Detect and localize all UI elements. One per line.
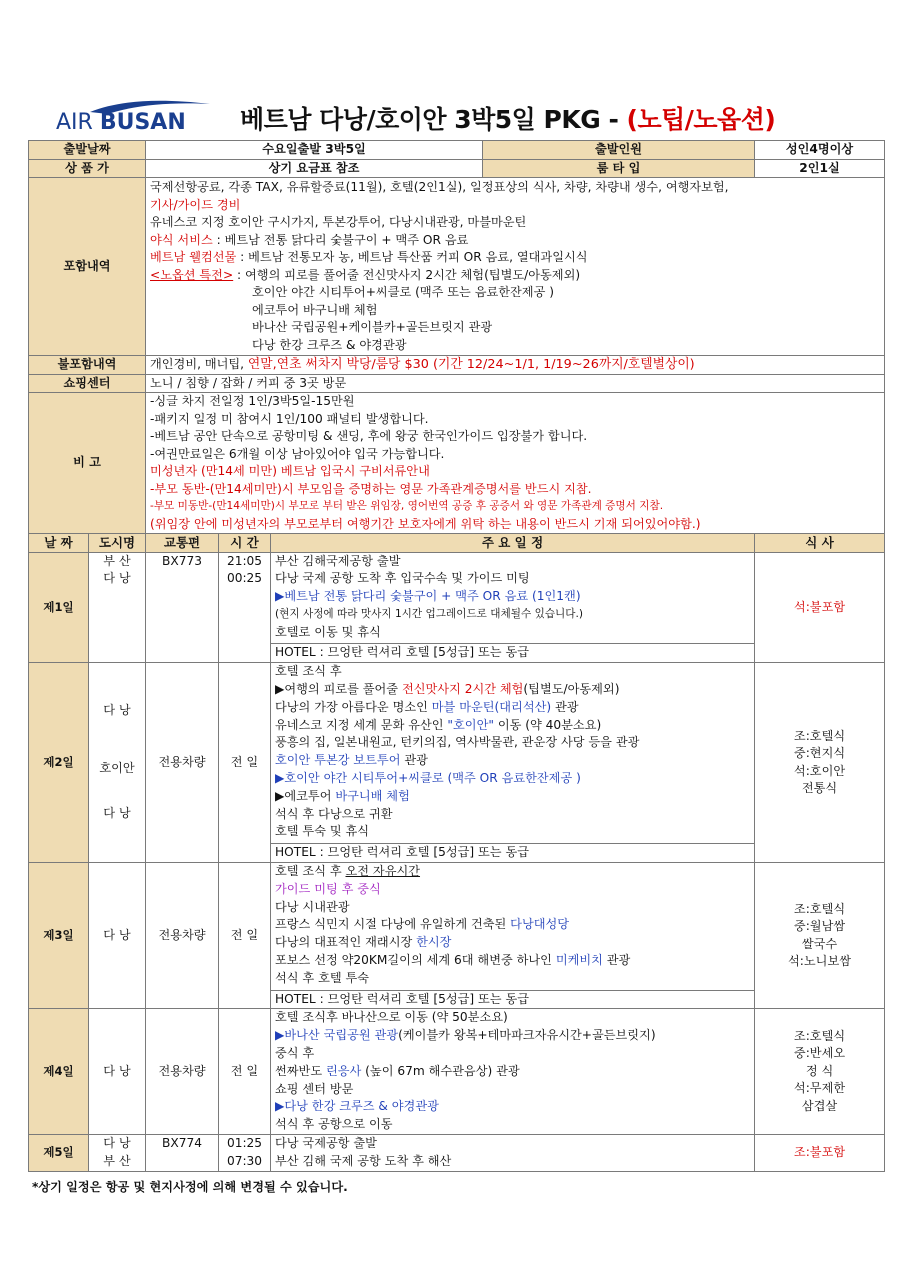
included-line: 바나산 국립공원+케이블카+골든브릿지 관광 — [252, 320, 493, 334]
day-label: 제5일 — [29, 1135, 89, 1172]
massage-highlight: 전신맛사지 2시간 체험 — [401, 682, 524, 697]
included-label: 포함내역 — [29, 178, 146, 356]
header-itinerary: 주 요 일 정 — [271, 534, 755, 553]
my-khe-highlight: 미케비치 — [555, 953, 603, 968]
city-name: 호이안 — [99, 760, 135, 775]
day-time — [219, 1135, 271, 1172]
itinerary-line: 다낭 시내관광 — [275, 899, 350, 914]
text-segment: 유네스코 지정 세계 문화 유산인 — [275, 717, 448, 732]
day-meal — [755, 863, 885, 1009]
day-transport: 전용차량 — [146, 663, 219, 863]
day-itinerary — [271, 552, 755, 663]
remark-line: -부모 동반-(만14세미만)시 부모임을 증명하는 영문 가족관계증명서를 반드시 지참. — [150, 481, 592, 496]
excluded-content — [146, 356, 885, 375]
header-meal: 식 사 — [755, 534, 885, 553]
package-table — [28, 140, 885, 1172]
text-segment: 다낭의 대표적인 재래시장 — [275, 935, 417, 950]
page-title — [240, 100, 775, 136]
surcharge-text: 연말,연초 써차지 박당/룸당 $30 (기간 12/24~1/1, 1/19~26까지/호텔별상이) — [247, 357, 695, 372]
remark-line: -베트남 공안 단속으로 공항미팅 & 샌딩, 후에 왕궁 한국인가이드 입장불가 합니다. — [150, 429, 588, 443]
remark-line: 미성년자 (만14세 미만) 베트남 입국시 구비서류안내 — [150, 464, 430, 478]
day-time — [219, 552, 271, 663]
people-value: 성인4명이상 — [755, 141, 885, 160]
footnote: *상기 일정은 항공 및 현지사정에 의해 변경될 수 있습니다. — [32, 1180, 348, 1194]
included-line: 다낭 한강 크루즈 & 야경관광 — [252, 337, 407, 352]
day-row-5 — [29, 1135, 885, 1172]
no-option-text: : 여행의 피로를 풀어줄 전신맛사지 2시간 체험(팁별도/아동제외) — [233, 267, 581, 282]
day-transport: 전용차량 — [146, 1009, 219, 1135]
itinerary-line: ▶다낭 한강 크루즈 & 야경관광 — [275, 1099, 439, 1114]
remark-line: -여권만료일은 6개월 이상 남아있어야 입국 가능합니다. — [150, 446, 445, 461]
included-line: 호이안 야간 시티투어+씨클로 (맥주 또는 음료한잔제공 ) — [252, 285, 554, 299]
text-segment: 관광 — [551, 699, 579, 714]
depart-label: 출발날짜 — [29, 141, 146, 160]
day-itinerary — [271, 1135, 755, 1172]
itinerary-line — [275, 952, 750, 970]
text-segment: 호텔 조식 후 — [275, 864, 346, 879]
snack-service-text: : 베트남 전통 닭다리 숯불구이 + 맥주 OR 음료 — [212, 232, 469, 247]
remarks-row — [29, 393, 885, 534]
text-segment: ▶에코투어 — [275, 788, 336, 803]
meal-item: 전통식 — [801, 781, 838, 796]
info-row-2 — [29, 159, 885, 178]
day-city: 다 낭 — [89, 863, 146, 1009]
title-highlight: (노팁/노옵션) — [626, 105, 776, 134]
text-segment: 이동 (약 40분소요) — [493, 717, 602, 732]
itinerary-line — [275, 788, 750, 806]
itinerary-line: 가이드 미팅 후 중식 — [275, 881, 381, 896]
itinerary-line: 호텔로 이동 및 휴식 — [275, 624, 381, 639]
city-name: 다 낭 — [103, 1136, 131, 1151]
text-segment: ▶여행의 피로를 풀어줄 — [275, 682, 402, 697]
excluded-text: 개인경비, 매너팁, — [150, 357, 248, 371]
price-label: 상 품 가 — [29, 159, 146, 178]
meal-item: 삼겹살 — [801, 1098, 838, 1113]
meal-item: 조:호텔식 — [793, 728, 846, 743]
itinerary-line — [275, 717, 750, 735]
text-segment: (케이블카 왕복+테마파크자유시간+골든브릿지) — [398, 1028, 656, 1043]
itinerary-line: ▶호이안 야간 시티투어+씨클로 (맥주 OR 음료한잔제공 ) — [275, 771, 581, 786]
itinerary-line — [275, 863, 750, 881]
itinerary-line: 부산 김해국제공항 출발 — [275, 553, 401, 568]
included-content — [146, 178, 885, 356]
itinerary-line: 다낭 국제공항 출발 — [275, 1136, 377, 1150]
day-itinerary — [271, 1009, 755, 1135]
itinerary-line — [275, 699, 750, 717]
text-segment: 관광 — [400, 753, 428, 768]
itinerary-line: 호텔 조식후 바나산으로 이동 (약 50분소요) — [275, 1010, 508, 1025]
room-label: 룸 타 입 — [483, 159, 755, 178]
text-segment: (팁별도/아동제외) — [523, 682, 620, 697]
itinerary-line: 부산 김해 국제 공항 도착 후 해산 — [275, 1153, 452, 1168]
itinerary-line — [275, 752, 750, 770]
excluded-row — [29, 356, 885, 375]
remark-line: (위임장 안에 미성년자의 부모로부터 여행기간 보호자에게 위탁 하는 내용이 반드시 기재 되어있어야함.) — [150, 516, 701, 531]
text-segment: 프랑스 식민지 시절 다낭에 유일하게 건축된 — [275, 917, 511, 932]
meal-item: 쌀국수 — [801, 936, 838, 951]
free-time-highlight: 오전 자유시간 — [345, 864, 421, 879]
basket-boat-highlight: 바구니배 체험 — [335, 788, 410, 803]
included-line: 유네스코 지정 호이안 구시가지, 투본강투어, 다낭시내관광, 마블마운틴 — [150, 215, 527, 229]
remark-line: -부모 미동반-(만14세미만)시 부모로 부터 받은 위임장, 영어번역 공증 후 공증서 와 영문 가족관계 증명서 지참. — [150, 500, 664, 512]
itinerary-line: 석식 후 공항으로 이동 — [275, 1117, 393, 1132]
city-name: 다 낭 — [103, 703, 131, 718]
itinerary-line: 석식 후 호텔 투숙 — [275, 970, 370, 985]
meal-item: 중:반세오 — [793, 1046, 846, 1061]
time-value: 07:30 — [226, 1153, 263, 1168]
day-row-4 — [29, 1009, 885, 1135]
included-line — [150, 232, 880, 250]
room-value: 2인1실 — [755, 159, 885, 178]
text-segment: 관광 — [602, 953, 631, 968]
meal-item: 중:월남쌈 — [793, 919, 846, 934]
day-meal — [755, 663, 885, 863]
itinerary-line: 풍흥의 집, 일본내원교, 턴키의집, 역사박물관, 관운장 사당 등을 관광 — [275, 735, 640, 750]
welcome-gift-text: : 베트남 전통모자 농, 베트남 특산품 커피 OR 음료, 열대과일시식 — [236, 250, 588, 264]
bana-hills-highlight: ▶바나산 국립공원 관광 — [275, 1028, 399, 1043]
included-line: 에코투어 바구니배 체험 — [252, 302, 378, 317]
day-label: 제3일 — [29, 863, 89, 1009]
itinerary-line: 호텔 조식 후 — [275, 664, 342, 679]
city-name: 다 낭 — [103, 806, 131, 821]
day-time: 전 일 — [219, 663, 271, 863]
meal-item: 석:노니보쌈 — [788, 954, 852, 969]
itinerary-line: (현지 사정에 따라 맛사지 1시간 업그레이드로 대체될수 있습니다.) — [275, 607, 584, 620]
meal-item: 조:호텔식 — [793, 901, 846, 916]
han-market-highlight: 한시장 — [416, 935, 452, 950]
welcome-gift-label: 베트남 웰컴선물 — [150, 250, 237, 264]
remarks-label: 비 고 — [29, 393, 146, 534]
day-time: 전 일 — [219, 863, 271, 1009]
info-row-1 — [29, 141, 885, 160]
shopping-label: 쇼핑센터 — [29, 374, 146, 393]
day-transport: BX773 — [146, 552, 219, 663]
meal-item: 석:무제한 — [793, 1081, 846, 1096]
text-segment: 썬짜반도 — [275, 1063, 326, 1078]
hotel-line: HOTEL : 므엉탄 럭셔리 호텔 [5성급] 또는 동급 — [271, 643, 754, 662]
remark-line: -패키지 일정 미 참여시 1인/100 패널티 발생합니다. — [150, 411, 429, 426]
header-day: 날 짜 — [29, 534, 89, 553]
logo-busan: BUSAN — [99, 110, 186, 135]
day-transport: BX774 — [146, 1135, 219, 1172]
cathedral-highlight: 다낭대성당 — [510, 917, 570, 932]
itinerary-line — [275, 681, 750, 699]
meal-item: 정 식 — [805, 1063, 834, 1078]
logo-air: AIR — [56, 110, 93, 135]
linh-ung-highlight: 린응사 — [325, 1063, 362, 1078]
shopping-row — [29, 374, 885, 393]
included-line — [150, 267, 880, 285]
city-name: 다 낭 — [103, 571, 131, 585]
itinerary-line: 쇼핑 센터 방문 — [275, 1081, 354, 1096]
itinerary-line: 호텔 투숙 및 휴식 — [275, 824, 370, 839]
no-option-label: <노옵션 특전> — [150, 267, 234, 282]
itinerary-line — [275, 1027, 750, 1045]
day-city — [89, 1135, 146, 1172]
schedule-header — [29, 534, 885, 553]
day-time: 전 일 — [219, 1009, 271, 1135]
time-value: 21:05 — [226, 553, 263, 568]
remark-line: -싱글 차지 전일정 1인/3박5일-15만원 — [150, 394, 355, 408]
itinerary-line: ▶베트남 전통 닭다리 숯불구이 + 맥주 OR 음료 (1인1캔) — [275, 589, 581, 604]
itinerary-line: 다낭 국제 공항 도착 후 입국수속 및 가이드 미팅 — [275, 571, 530, 586]
hoian-highlight: "호이안" — [447, 717, 494, 732]
remarks-content — [146, 393, 885, 534]
city-name: 부 산 — [103, 553, 131, 568]
itinerary-line — [275, 1063, 750, 1081]
included-row — [29, 178, 885, 356]
day-meal — [755, 1009, 885, 1135]
meal-item: 중:현지식 — [793, 746, 846, 761]
day-city — [89, 552, 146, 663]
hotel-line: HOTEL : 므엉탄 럭셔리 호텔 [5성급] 또는 동급 — [271, 990, 754, 1009]
marble-mountain-highlight: 마블 마운틴(대리석산) — [431, 699, 552, 714]
header-city: 도시명 — [89, 534, 146, 553]
meal-item: 조:호텔식 — [793, 1028, 846, 1043]
day-label: 제4일 — [29, 1009, 89, 1135]
header-time: 시 간 — [219, 534, 271, 553]
city-name: 부 산 — [103, 1153, 131, 1168]
day-row-1 — [29, 552, 885, 663]
excluded-label: 불포함내역 — [29, 356, 146, 375]
people-label: 출발인원 — [483, 141, 755, 160]
time-value: 01:25 — [226, 1136, 263, 1151]
price-value: 상기 요금표 참조 — [146, 159, 483, 178]
itinerary-line — [275, 916, 750, 934]
included-line: 기사/가이드 경비 — [150, 197, 241, 212]
time-value: 00:25 — [226, 571, 263, 585]
day-row-2 — [29, 663, 885, 863]
text-segment: (높이 67m 해수관음상) 관광 — [361, 1063, 520, 1078]
included-line — [150, 249, 880, 267]
day-transport: 전용차량 — [146, 863, 219, 1009]
included-line: 국제선항공료, 각종 TAX, 유류할증료(11월), 호텔(2인1실), 일정표상의 식사, 차량, 차량내 생수, 여행자보험, — [150, 180, 729, 194]
text-segment: 포보스 선정 약20KM길이의 세계 6대 해변중 하나인 — [275, 953, 556, 968]
itinerary-line: 중식 후 — [275, 1046, 315, 1061]
header-transport: 교통편 — [146, 534, 219, 553]
day-city — [89, 663, 146, 863]
depart-value: 수요일출발 3박5일 — [146, 141, 483, 160]
meal-item: 석:호이안 — [793, 763, 846, 778]
itinerary-line: 석식 후 다낭으로 귀환 — [275, 806, 393, 821]
shopping-value: 노니 / 침향 / 잡화 / 커피 중 3곳 방문 — [146, 374, 885, 393]
day-itinerary — [271, 663, 755, 863]
airbusan-logo — [56, 98, 216, 138]
day-label: 제1일 — [29, 552, 89, 663]
boat-tour-highlight: 호이안 투본강 보트투어 — [275, 753, 401, 768]
itinerary-line — [275, 934, 750, 952]
text-segment: 다낭의 가장 아름다운 명소인 — [275, 699, 432, 714]
day-label: 제2일 — [29, 663, 89, 863]
title-main: 베트남 다낭/호이안 3박5일 PKG - — [240, 105, 627, 134]
day-meal: 석:불포함 — [755, 552, 885, 663]
snack-service-label: 야식 서비스 — [150, 232, 213, 247]
hotel-line: HOTEL : 므엉탄 럭셔리 호텔 [5성급] 또는 동급 — [271, 843, 754, 862]
day-itinerary — [271, 863, 755, 1009]
day-row-3 — [29, 863, 885, 1009]
day-meal: 조:불포함 — [755, 1135, 885, 1172]
day-city: 다 낭 — [89, 1009, 146, 1135]
